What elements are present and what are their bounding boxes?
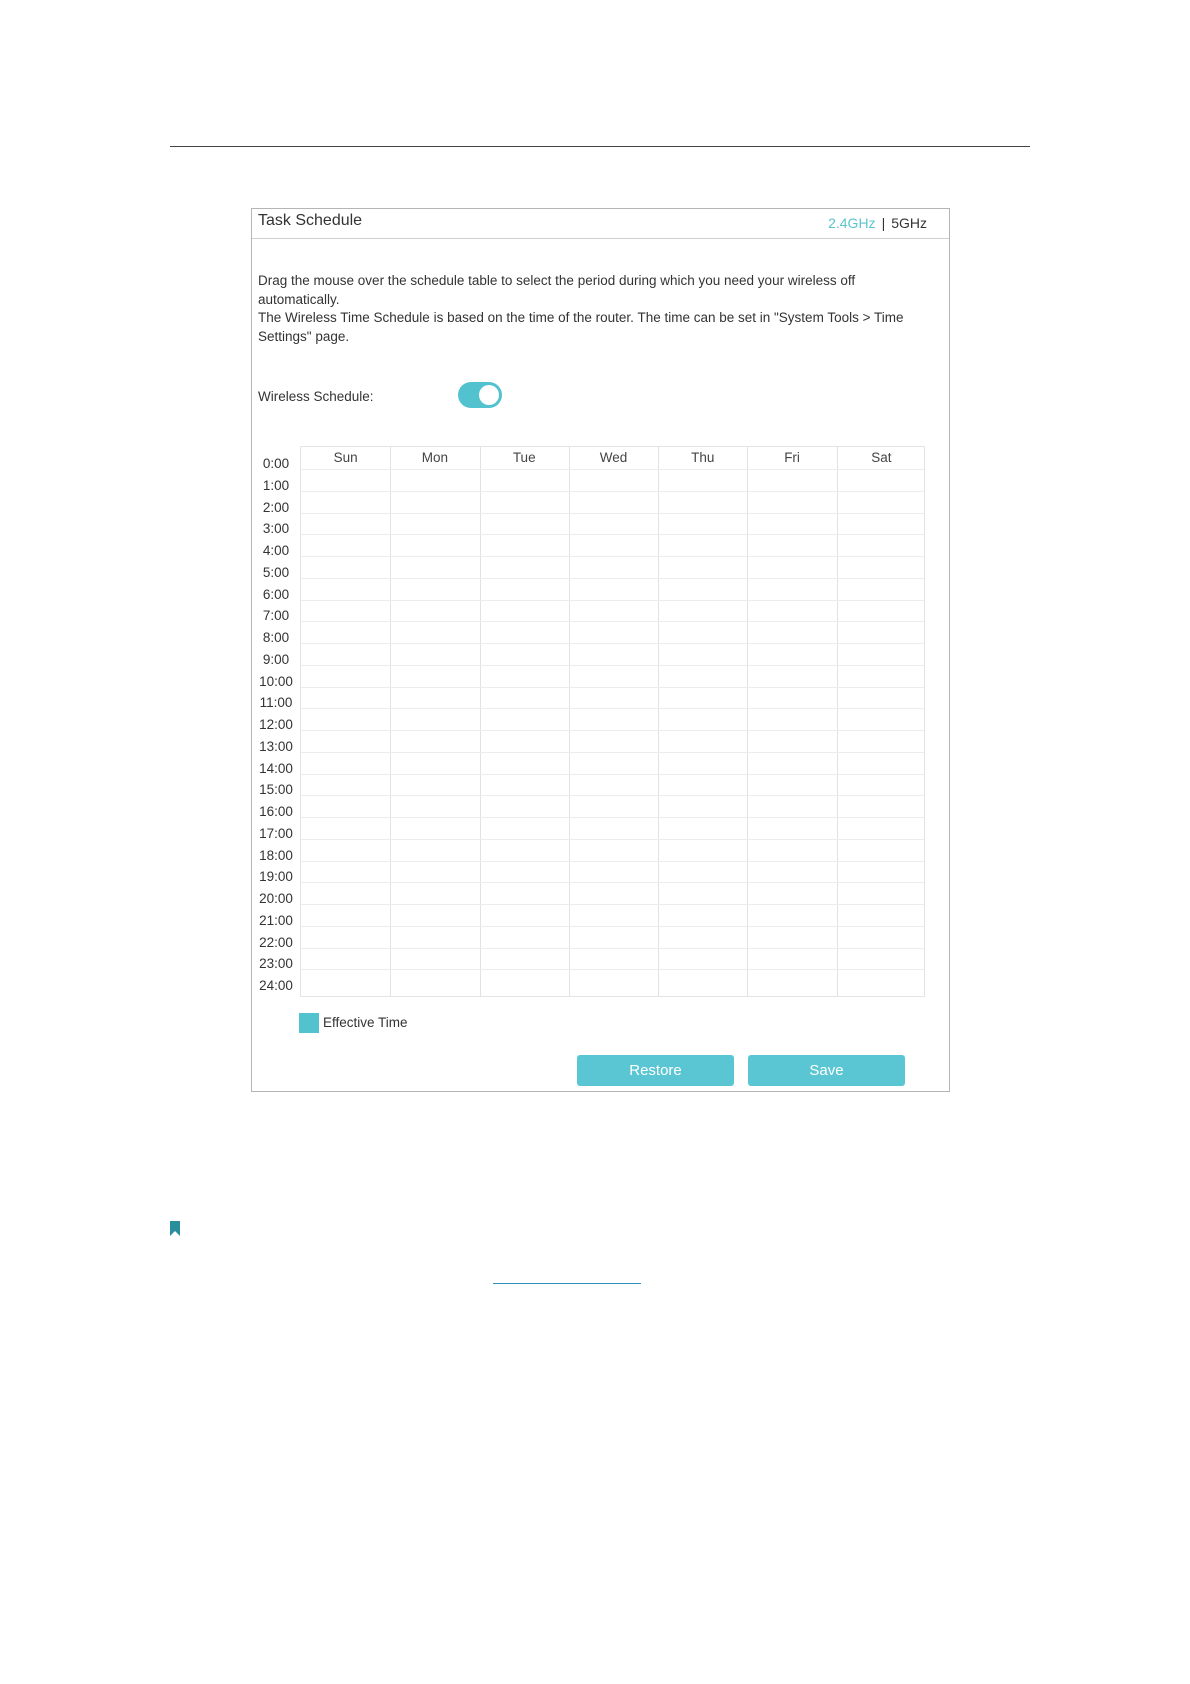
hour-label: 17:00 <box>259 825 293 841</box>
grid-row-divider <box>301 665 924 666</box>
hour-label: 22:00 <box>259 934 293 950</box>
hour-label: 3:00 <box>262 521 290 537</box>
hour-label: 16:00 <box>259 804 293 819</box>
day-header-fri: Fri <box>784 450 800 465</box>
grid-row-divider <box>301 861 924 862</box>
task-schedule-panel <box>251 208 950 1092</box>
hour-label: 20:00 <box>259 891 293 906</box>
grid-row-divider <box>301 817 924 818</box>
schedule-description <box>258 272 938 346</box>
band-5ghz-tab[interactable]: 5GHz <box>891 215 927 231</box>
grid-row-divider <box>301 730 924 731</box>
hour-label: 1:00 <box>262 477 290 493</box>
grid-row-divider <box>301 491 924 492</box>
day-header-mon: Mon <box>421 450 449 465</box>
hour-label: 10:00 <box>259 673 293 689</box>
save-button[interactable]: Save <box>748 1055 905 1086</box>
description-line-1: Drag the mouse over the schedule table to select the period during which you need your wireless off automatically. <box>258 273 856 307</box>
hour-label: 23:00 <box>259 956 293 972</box>
grid-row-divider <box>301 882 924 883</box>
description-line-2: The Wireless Time Schedule is based on the time of the router. The time can be set in "System Tools > Time Settings" page. <box>258 310 904 344</box>
grid-row-divider <box>301 469 924 470</box>
grid-row-divider <box>301 839 924 840</box>
day-header-wed: Wed <box>599 450 628 465</box>
grid-row-divider <box>301 578 924 579</box>
grid-row-divider <box>301 556 924 557</box>
grid-row-divider <box>301 904 924 905</box>
hour-label: 15:00 <box>259 782 293 798</box>
hour-label: 0:00 <box>262 456 290 471</box>
grid-row-divider <box>301 534 924 535</box>
grid-column-divider <box>837 447 838 996</box>
grid-row-divider <box>301 948 924 949</box>
hour-label: 6:00 <box>262 586 290 602</box>
grid-row-divider <box>301 621 924 622</box>
link-underline[interactable] <box>493 1283 641 1284</box>
grid-column-divider <box>480 447 481 996</box>
hour-label: 21:00 <box>259 912 293 928</box>
panel-header <box>252 209 949 239</box>
schedule-table[interactable] <box>300 446 925 997</box>
grid-row-divider <box>301 600 924 601</box>
toggle-knob <box>479 385 499 405</box>
grid-row-divider <box>301 708 924 709</box>
wireless-schedule-label: Wireless Schedule: <box>258 389 374 404</box>
grid-column-divider <box>569 447 570 996</box>
bookmark-icon <box>170 1221 180 1236</box>
grid-row-divider <box>301 643 924 644</box>
restore-button[interactable]: Restore <box>577 1055 734 1086</box>
effective-time-label: Effective Time <box>323 1015 408 1030</box>
hour-label: 24:00 <box>259 978 293 993</box>
grid-row-divider <box>301 774 924 775</box>
hour-label: 13:00 <box>259 738 293 754</box>
grid-row-divider <box>301 513 924 514</box>
hour-label: 4:00 <box>262 543 290 558</box>
grid-column-divider <box>658 447 659 996</box>
hour-label: 19:00 <box>259 869 293 885</box>
grid-row-divider <box>301 969 924 970</box>
panel-title: Task Schedule <box>258 212 363 229</box>
band-separator: | <box>881 215 886 231</box>
grid-column-divider <box>390 447 391 996</box>
hour-label: 2:00 <box>262 499 290 515</box>
day-header-sat: Sat <box>871 450 892 465</box>
band-24ghz-tab[interactable]: 2.4GHz <box>828 215 876 231</box>
effective-time-swatch <box>299 1013 319 1033</box>
hour-label: 18:00 <box>259 847 293 863</box>
grid-row-divider <box>301 795 924 796</box>
hour-label: 5:00 <box>262 564 290 580</box>
day-header-tue: Tue <box>512 450 536 465</box>
grid-row-divider <box>301 752 924 753</box>
hour-label: 11:00 <box>259 695 293 711</box>
grid-column-divider <box>747 447 748 996</box>
hour-label: 9:00 <box>262 651 290 667</box>
hour-label: 12:00 <box>259 717 293 732</box>
grid-row-divider <box>301 687 924 688</box>
hour-label: 8:00 <box>262 630 290 645</box>
hour-label: 7:00 <box>262 608 290 624</box>
hour-label: 14:00 <box>259 760 293 776</box>
day-header-sun: Sun <box>333 450 358 465</box>
grid-row-divider <box>301 926 924 927</box>
band-switch <box>828 215 927 231</box>
wireless-schedule-toggle[interactable] <box>458 382 502 408</box>
day-header-thu: Thu <box>691 450 715 465</box>
page-header-rule <box>170 146 1030 147</box>
